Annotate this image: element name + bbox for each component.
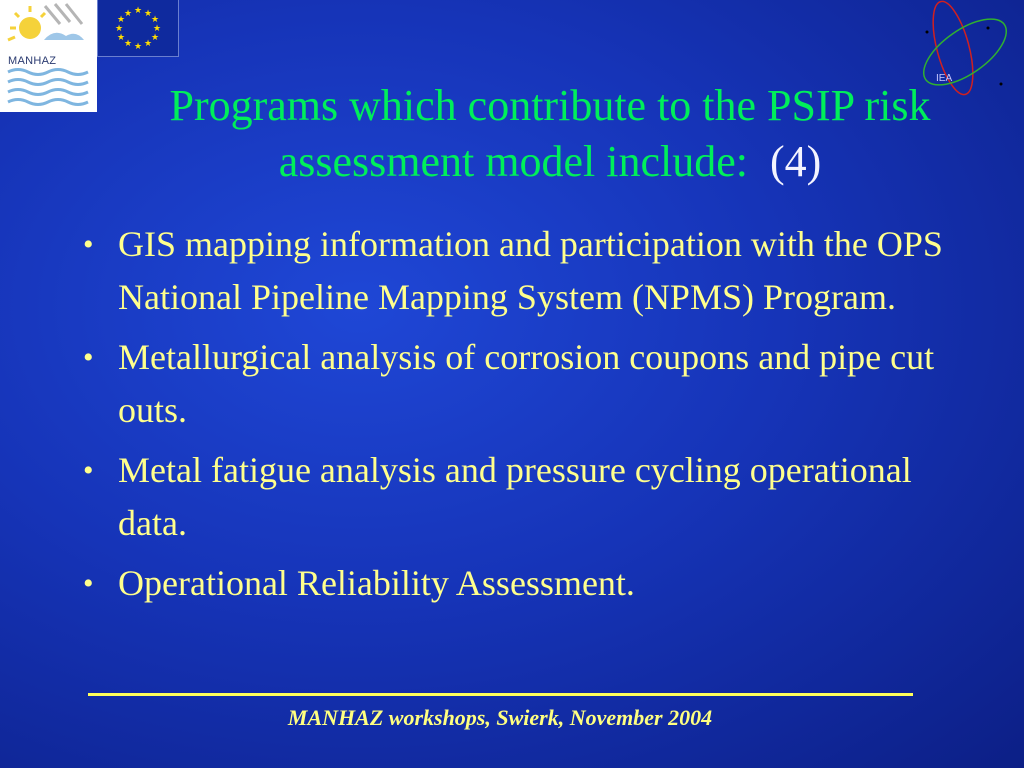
- bullet-marker: •: [83, 341, 94, 374]
- manhaz-logo: [0, 0, 97, 112]
- svg-text:★: ★: [116, 33, 126, 43]
- bullet-item: [83, 218, 943, 324]
- svg-text:★: ★: [143, 39, 153, 49]
- title-line-2-text: assessment model include:: [278, 137, 748, 186]
- svg-text:★: ★: [133, 42, 143, 52]
- bullet-text: Operational Reliability Assessment.: [118, 563, 635, 603]
- svg-text:★: ★: [150, 33, 160, 43]
- eu-flag-icon: [98, 0, 178, 56]
- svg-text:★: ★: [123, 9, 133, 19]
- footer-text: MANHAZ workshops, Swierk, November 2004: [287, 705, 713, 730]
- bullet-item: [83, 444, 943, 550]
- svg-text:★: ★: [123, 39, 133, 49]
- bullet-text: GIS mapping information and participation with the OPS National Pipeline Mapping System (NPMS) Program.: [118, 224, 943, 317]
- title-line-2: [100, 134, 1000, 190]
- footer-rule: [88, 693, 913, 696]
- iea-logo-label: IEA: [936, 73, 953, 84]
- bullet-item: [83, 331, 943, 437]
- bullet-marker: •: [83, 454, 94, 487]
- bullet-item: [83, 557, 943, 610]
- svg-text:★: ★: [143, 9, 153, 19]
- svg-text:★: ★: [152, 24, 162, 34]
- svg-text:★: ★: [116, 15, 126, 25]
- manhaz-logo-label: MANHAZ: [8, 55, 57, 67]
- title-number: (4): [769, 137, 822, 186]
- bullet-marker: •: [83, 228, 94, 261]
- bullet-list: [83, 218, 943, 617]
- bullet-marker: •: [83, 567, 94, 600]
- svg-text:★: ★: [133, 6, 143, 16]
- title-line-1: Programs which contribute to the PSIP risk: [169, 81, 931, 130]
- svg-text:★: ★: [150, 15, 160, 25]
- slide-title: [100, 78, 1000, 190]
- svg-text:★: ★: [114, 24, 124, 34]
- bullet-text: Metallurgical analysis of corrosion coupons and pipe cut outs.: [118, 337, 935, 430]
- bullet-text: Metal fatigue analysis and pressure cycling operational data.: [118, 450, 912, 543]
